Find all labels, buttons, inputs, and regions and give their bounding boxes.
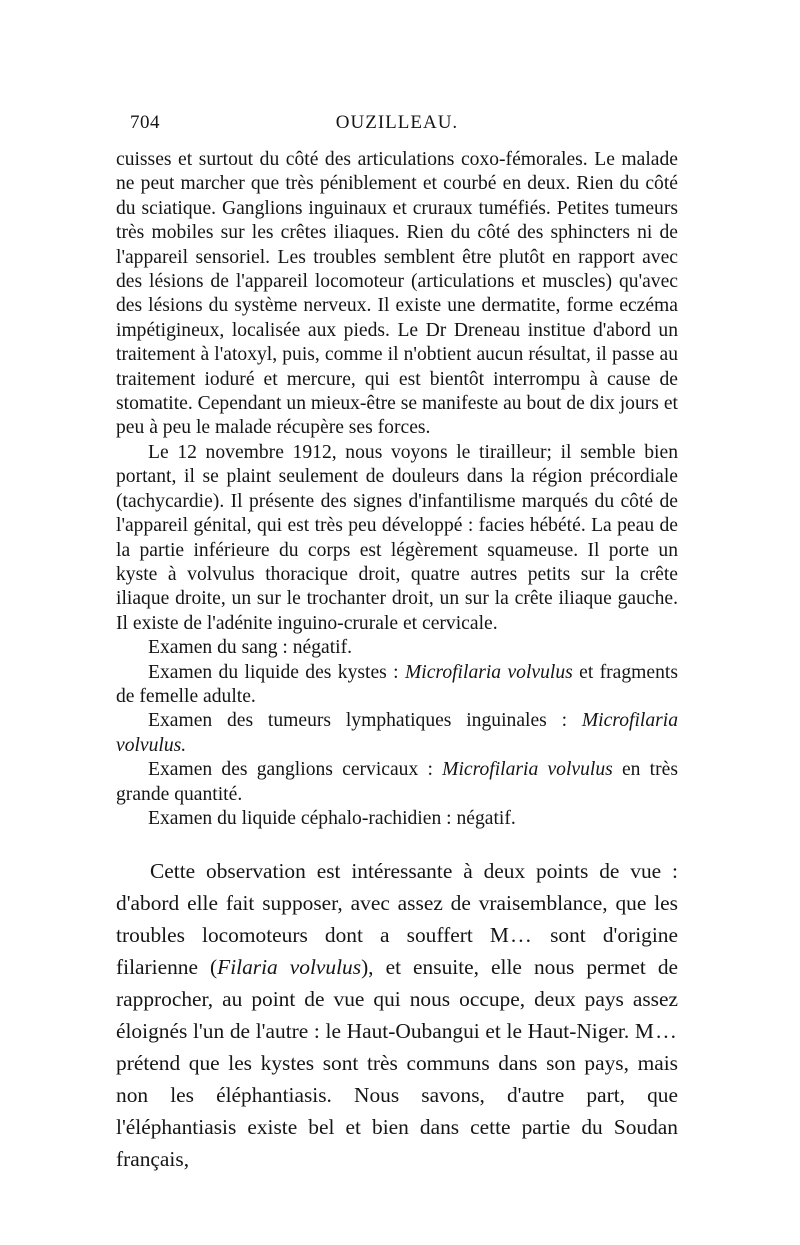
text: Examen des ganglions cervicaux :: [148, 759, 443, 781]
commentary: [116, 855, 678, 1175]
species-name: Filaria volvulus: [217, 955, 362, 980]
paragraph-commentary: [116, 855, 678, 1175]
page-number: 704: [130, 112, 160, 133]
page-header: [118, 112, 676, 142]
patient-initial: M...: [489, 923, 533, 948]
species-name: Microfilaria volvulus: [404, 661, 573, 683]
paragraph-csf-exam: Examen du liquide céphalo-rachidien : négatif.: [148, 807, 516, 829]
text: et fragments de femelle adulte.: [116, 661, 678, 707]
text: Examen des tumeurs lymphatiques inguinales :: [148, 710, 582, 732]
case-report: [116, 148, 678, 831]
species-name: Microfilaria volvulus: [442, 759, 613, 781]
paragraph-examination: Le 12 novembre 1912, nous voyons le tirailleur; il semble bien portant, il se plaint seulement de douleurs dans la région précordiale (tachycardie). Il présente des signes d'infantilisme marqués du côté de l'appareil génital, qui est très peu développé : facies hébété. La peau de la partie inférieure du corps est légèrement squameuse. Il porte un kyste à volvulus thoracique droit, quatre autres petits sur la crête iliaque droite, un sur le trochanter droit, un sur la crête iliaque gauche. Il existe de l'adénite inguino-crurale et cervicale.: [116, 441, 678, 634]
text: sont d'origine filarienne (: [116, 923, 678, 980]
paragraph-symptoms: cuisses et surtout du côté des articulations coxo-fémorales. Le malade ne peut marcher que très péniblement et courbé en deux. Rien du côté du sciatique. Ganglions inguinaux et cruraux tuméfiés. Petites tumeurs très mobiles sur les crêtes iliaques. Rien du côté des sphincters ni de l'appareil sensoriel. Les troubles semblent être plutôt en rapport avec des lésions de l'appareil locomoteur (articulations et muscles) qu'avec des lésions du système nerveux. Il existe une dermatite, forme eczéma impétigineux, localisée aux pieds. Le Dr Dreneau institue d'abord un traitement à l'atoxyl, puis, comme il n'obtient aucun résultat, il passe au traitement ioduré et mercure, qui est bientôt interrompu à cause de stomatite. Cependant un mieux-être se manifeste au bout de dix jours et peu à peu le malade récupère ses forces.: [116, 149, 678, 439]
paragraph-lymph-exam: [116, 709, 678, 758]
text: prétend que les kystes sont très communs dans son pays, mais non les éléphantiasis. Nous savons, d'autre part, que l'éléphantiasis existe bel et bien dans cette partie du Soudan français,: [116, 1051, 678, 1172]
text: en très grande quantité.: [116, 759, 678, 805]
running-head: OUZILLEAU.: [335, 112, 459, 133]
paragraph-ganglia-exam: [116, 758, 678, 807]
species-name: Microfilaria volvulus.: [116, 710, 678, 756]
patient-initial: M...: [634, 1019, 678, 1044]
text: Cette observation est intéressante à deux points de vue : d'abord elle fait supposer, avec assez de vraisemblance, que les troubles locomoteurs dont a souffert: [116, 859, 678, 948]
text: Examen du liquide des kystes :: [148, 661, 405, 683]
paragraph-blood-exam: Examen du sang : négatif.: [148, 637, 353, 659]
page-body: [116, 148, 678, 1175]
paragraph-cyst-exam: [116, 661, 678, 710]
text: ), et ensuite, elle nous permet de rapprocher, au point de vue qui nous occupe, deux pays assez éloignés l'un de l'autre : le Haut-Oubangui et le Haut-Niger.: [116, 955, 679, 1044]
